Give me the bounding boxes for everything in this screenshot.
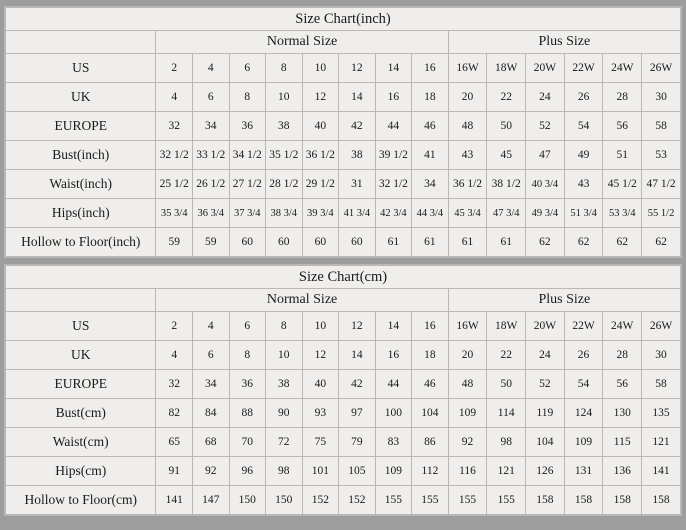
cell: 43 <box>564 170 603 199</box>
cell: 98 <box>266 457 303 486</box>
cell: 158 <box>564 486 603 515</box>
cell: 62 <box>526 228 565 257</box>
cell: 20 <box>448 341 487 370</box>
size-table-cm <box>5 265 681 515</box>
cell: 10 <box>302 312 339 341</box>
cell: 28 <box>603 341 642 370</box>
cell: 34 <box>192 370 229 399</box>
cell: 33 1/2 <box>192 141 229 170</box>
cell: 8 <box>266 54 303 83</box>
size-chart-inch <box>4 6 682 258</box>
size-chart-cm <box>4 264 682 516</box>
cell: 14 <box>375 54 412 83</box>
cell: 105 <box>339 457 376 486</box>
corner-cell <box>6 289 156 312</box>
cell: 60 <box>229 228 266 257</box>
cell: 40 <box>302 370 339 399</box>
cell: 16 <box>375 83 412 112</box>
table-row <box>6 428 681 457</box>
cell: 52 <box>526 370 565 399</box>
cell: 22 <box>487 83 526 112</box>
cell: 49 <box>564 141 603 170</box>
cell: 14 <box>339 83 376 112</box>
cell: 43 <box>448 141 487 170</box>
cell: 48 <box>448 112 487 141</box>
cell: 29 1/2 <box>302 170 339 199</box>
cell: 26W <box>642 312 681 341</box>
cell: 38 <box>339 141 376 170</box>
table-row <box>6 54 681 83</box>
cell: 8 <box>266 312 303 341</box>
cell: 47 3/4 <box>487 199 526 228</box>
cell: 18 <box>412 83 449 112</box>
cell: 32 1/2 <box>375 170 412 199</box>
cell: 62 <box>603 228 642 257</box>
cell: 82 <box>156 399 193 428</box>
cell: 10 <box>266 83 303 112</box>
corner-cell <box>6 31 156 54</box>
cell: 59 <box>192 228 229 257</box>
chart-title: Size Chart(cm) <box>6 266 681 289</box>
cell: 2 <box>156 54 193 83</box>
cell: 8 <box>229 341 266 370</box>
table-row <box>6 141 681 170</box>
row-label: Hips(cm) <box>6 457 156 486</box>
cell: 16 <box>375 341 412 370</box>
cell: 35 1/2 <box>266 141 303 170</box>
cell: 79 <box>339 428 376 457</box>
cell: 92 <box>192 457 229 486</box>
cell: 36 1/2 <box>448 170 487 199</box>
cell: 60 <box>339 228 376 257</box>
cell: 14 <box>375 312 412 341</box>
cell: 147 <box>192 486 229 515</box>
cell: 58 <box>642 112 681 141</box>
cell: 48 <box>448 370 487 399</box>
cell: 30 <box>642 83 681 112</box>
cell: 14 <box>339 341 376 370</box>
cell: 56 <box>603 370 642 399</box>
cell: 131 <box>564 457 603 486</box>
cell: 32 <box>156 112 193 141</box>
cell: 4 <box>156 83 193 112</box>
group-header-normal: Normal Size <box>156 31 448 54</box>
cell: 20 <box>448 83 487 112</box>
cell: 28 1/2 <box>266 170 303 199</box>
cell: 24W <box>603 54 642 83</box>
cell: 155 <box>487 486 526 515</box>
cell: 12 <box>339 312 376 341</box>
cell: 51 3/4 <box>564 199 603 228</box>
cell: 24W <box>603 312 642 341</box>
cell: 32 1/2 <box>156 141 193 170</box>
cell: 4 <box>156 341 193 370</box>
cell: 44 <box>375 112 412 141</box>
cell: 121 <box>487 457 526 486</box>
cell: 40 <box>302 112 339 141</box>
cell: 158 <box>642 486 681 515</box>
cell: 4 <box>192 312 229 341</box>
cell: 135 <box>642 399 681 428</box>
cell: 34 <box>412 170 449 199</box>
cell: 46 <box>412 112 449 141</box>
row-label: Hips(inch) <box>6 199 156 228</box>
cell: 42 3/4 <box>375 199 412 228</box>
cell: 124 <box>564 399 603 428</box>
row-label: EUROPE <box>6 112 156 141</box>
cell: 130 <box>603 399 642 428</box>
cell: 18 <box>412 341 449 370</box>
cell: 109 <box>375 457 412 486</box>
cell: 97 <box>339 399 376 428</box>
cell: 100 <box>375 399 412 428</box>
cell: 36 3/4 <box>192 199 229 228</box>
cell: 26W <box>642 54 681 83</box>
cell: 46 <box>412 370 449 399</box>
cell: 38 <box>266 370 303 399</box>
cell: 158 <box>603 486 642 515</box>
cell: 39 1/2 <box>375 141 412 170</box>
cell: 60 <box>302 228 339 257</box>
cell: 86 <box>412 428 449 457</box>
cell: 26 <box>564 83 603 112</box>
group-header-normal: Normal Size <box>156 289 448 312</box>
cell: 114 <box>487 399 526 428</box>
cell: 60 <box>266 228 303 257</box>
cell: 40 3/4 <box>526 170 565 199</box>
table-row <box>6 228 681 257</box>
cell: 38 3/4 <box>266 199 303 228</box>
cell: 36 <box>229 112 266 141</box>
cell: 10 <box>302 54 339 83</box>
cell: 34 1/2 <box>229 141 266 170</box>
cell: 28 <box>603 83 642 112</box>
cell: 150 <box>266 486 303 515</box>
cell: 42 <box>339 370 376 399</box>
cell: 70 <box>229 428 266 457</box>
row-label: UK <box>6 341 156 370</box>
cell: 45 1/2 <box>603 170 642 199</box>
cell: 22 <box>487 341 526 370</box>
table-row <box>6 199 681 228</box>
cell: 20W <box>526 54 565 83</box>
cell: 155 <box>412 486 449 515</box>
cell: 104 <box>526 428 565 457</box>
cell: 26 <box>564 341 603 370</box>
cell: 59 <box>156 228 193 257</box>
cell: 42 <box>339 112 376 141</box>
cell: 36 1/2 <box>302 141 339 170</box>
cell: 27 1/2 <box>229 170 266 199</box>
table-row <box>6 457 681 486</box>
cell: 22W <box>564 54 603 83</box>
cell: 38 1/2 <box>487 170 526 199</box>
cell: 34 <box>192 112 229 141</box>
cell: 90 <box>266 399 303 428</box>
cell: 119 <box>526 399 565 428</box>
row-label: Hollow to Floor(cm) <box>6 486 156 515</box>
table-row <box>6 170 681 199</box>
cell: 52 <box>526 112 565 141</box>
cell: 62 <box>564 228 603 257</box>
row-label: UK <box>6 83 156 112</box>
cell: 47 <box>526 141 565 170</box>
row-label: Waist(cm) <box>6 428 156 457</box>
cell: 75 <box>302 428 339 457</box>
chart-title-row <box>6 266 681 289</box>
cell: 91 <box>156 457 193 486</box>
cell: 58 <box>642 370 681 399</box>
cell: 36 <box>229 370 266 399</box>
cell: 18W <box>487 312 526 341</box>
cell: 141 <box>156 486 193 515</box>
row-label: Waist(inch) <box>6 170 156 199</box>
table-row <box>6 312 681 341</box>
cell: 47 1/2 <box>642 170 681 199</box>
cell: 12 <box>339 54 376 83</box>
cell: 116 <box>448 457 487 486</box>
cell: 12 <box>302 341 339 370</box>
cell: 22W <box>564 312 603 341</box>
cell: 72 <box>266 428 303 457</box>
group-header-plus: Plus Size <box>448 31 680 54</box>
cell: 8 <box>229 83 266 112</box>
cell: 61 <box>448 228 487 257</box>
cell: 32 <box>156 370 193 399</box>
cell: 109 <box>564 428 603 457</box>
cell: 155 <box>375 486 412 515</box>
cell: 115 <box>603 428 642 457</box>
cell: 6 <box>192 341 229 370</box>
row-label: Bust(inch) <box>6 141 156 170</box>
cell: 83 <box>375 428 412 457</box>
cell: 4 <box>192 54 229 83</box>
cell: 101 <box>302 457 339 486</box>
cell: 54 <box>564 370 603 399</box>
cell: 45 3/4 <box>448 199 487 228</box>
chart-title-row <box>6 8 681 31</box>
cell: 56 <box>603 112 642 141</box>
cell: 61 <box>375 228 412 257</box>
cell: 6 <box>229 312 266 341</box>
cell: 152 <box>339 486 376 515</box>
cell: 88 <box>229 399 266 428</box>
cell: 45 <box>487 141 526 170</box>
cell: 24 <box>526 341 565 370</box>
cell: 53 3/4 <box>603 199 642 228</box>
cell: 54 <box>564 112 603 141</box>
cell: 155 <box>448 486 487 515</box>
cell: 109 <box>448 399 487 428</box>
cell: 10 <box>266 341 303 370</box>
table-row <box>6 370 681 399</box>
cell: 12 <box>302 83 339 112</box>
cell: 104 <box>412 399 449 428</box>
cell: 65 <box>156 428 193 457</box>
cell: 61 <box>412 228 449 257</box>
cell: 26 1/2 <box>192 170 229 199</box>
cell: 25 1/2 <box>156 170 193 199</box>
cell: 92 <box>448 428 487 457</box>
cell: 37 3/4 <box>229 199 266 228</box>
cell: 93 <box>302 399 339 428</box>
cell: 39 3/4 <box>302 199 339 228</box>
cell: 62 <box>642 228 681 257</box>
row-label: Bust(cm) <box>6 399 156 428</box>
cell: 16 <box>412 54 449 83</box>
cell: 16 <box>412 312 449 341</box>
cell: 84 <box>192 399 229 428</box>
table-row <box>6 83 681 112</box>
group-header-row <box>6 289 681 312</box>
row-label: US <box>6 54 156 83</box>
cell: 141 <box>642 457 681 486</box>
cell: 98 <box>487 428 526 457</box>
row-label: US <box>6 312 156 341</box>
cell: 44 3/4 <box>412 199 449 228</box>
cell: 50 <box>487 370 526 399</box>
cell: 38 <box>266 112 303 141</box>
cell: 41 3/4 <box>339 199 376 228</box>
cell: 31 <box>339 170 376 199</box>
cell: 20W <box>526 312 565 341</box>
cell: 6 <box>229 54 266 83</box>
size-table-inch <box>5 7 681 257</box>
cell: 6 <box>192 83 229 112</box>
table-row <box>6 112 681 141</box>
cell: 112 <box>412 457 449 486</box>
cell: 126 <box>526 457 565 486</box>
cell: 16W <box>448 54 487 83</box>
cell: 50 <box>487 112 526 141</box>
cell: 136 <box>603 457 642 486</box>
cell: 51 <box>603 141 642 170</box>
cell: 24 <box>526 83 565 112</box>
cell: 158 <box>526 486 565 515</box>
group-header-row <box>6 31 681 54</box>
cell: 53 <box>642 141 681 170</box>
cell: 18W <box>487 54 526 83</box>
chart-title: Size Chart(inch) <box>6 8 681 31</box>
cell: 152 <box>302 486 339 515</box>
row-label: EUROPE <box>6 370 156 399</box>
cell: 16W <box>448 312 487 341</box>
cell: 49 3/4 <box>526 199 565 228</box>
table-row <box>6 341 681 370</box>
cell: 2 <box>156 312 193 341</box>
cell: 41 <box>412 141 449 170</box>
cell: 30 <box>642 341 681 370</box>
cell: 44 <box>375 370 412 399</box>
group-header-plus: Plus Size <box>448 289 680 312</box>
cell: 55 1/2 <box>642 199 681 228</box>
table-row <box>6 486 681 515</box>
cell: 61 <box>487 228 526 257</box>
cell: 121 <box>642 428 681 457</box>
row-label: Hollow to Floor(inch) <box>6 228 156 257</box>
cell: 35 3/4 <box>156 199 193 228</box>
cell: 96 <box>229 457 266 486</box>
table-row <box>6 399 681 428</box>
cell: 150 <box>229 486 266 515</box>
cell: 68 <box>192 428 229 457</box>
